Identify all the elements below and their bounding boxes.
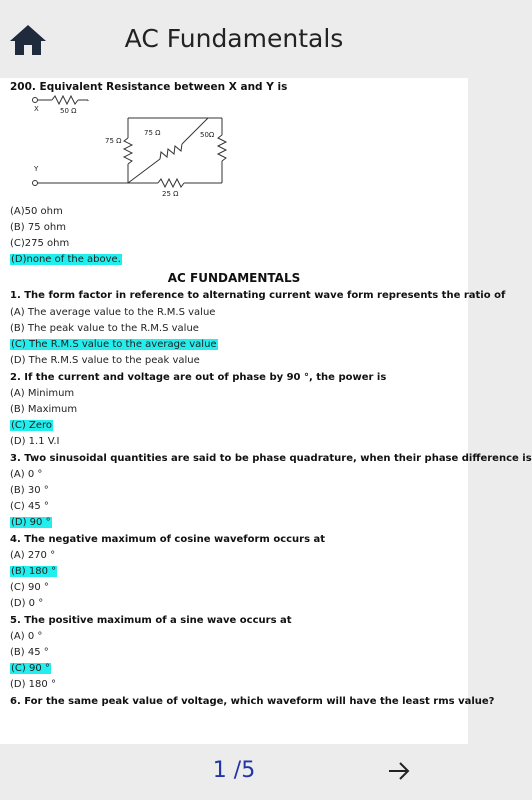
option-a[interactable]: (A) 0 ° — [10, 631, 43, 642]
resistor-label-2: 75 Ω — [105, 137, 122, 145]
terminal-y-label: Y — [34, 165, 39, 173]
option-b[interactable]: (B) 75 ohm — [10, 222, 66, 233]
option-a[interactable]: (A) The average value to the R.M.S value — [10, 307, 216, 318]
question-text: 6. For the same peak value of voltage, which waveform will have the least rms value? — [10, 696, 495, 707]
question-content[interactable] — [0, 78, 532, 744]
option-b[interactable]: (B) 45 ° — [10, 647, 49, 658]
option-b[interactable]: (B) Maximum — [10, 404, 78, 415]
app-header — [0, 0, 468, 78]
option-d[interactable]: (D) 180 ° — [10, 679, 56, 690]
option-d[interactable]: (D) 0 ° — [10, 598, 44, 609]
option-b[interactable]: (B) The peak value to the R.M.S value — [10, 323, 199, 334]
option-c-correct[interactable]: (C) Zero — [11, 420, 52, 431]
resistor-label-4: 50Ω — [200, 131, 215, 139]
question-text: 2. If the current and voltage are out of phase by 90 °, the power is — [10, 372, 387, 383]
question-text: 200. Equivalent Resistance between X and Y is — [10, 81, 288, 93]
option-d-correct[interactable]: (D)none of the above. — [11, 254, 121, 265]
page-title: AC Fundamentals — [124, 24, 344, 53]
arrow-right-icon[interactable] — [386, 758, 412, 784]
question-text: 3. Two sinusoidal quantities are said to be phase quadrature, when their phase difference is — [10, 453, 532, 464]
option-c-correct[interactable]: (C) 90 ° — [11, 663, 50, 674]
resistor-label-1: 50 Ω — [60, 107, 77, 115]
option-a[interactable]: (A)50 ohm — [10, 206, 63, 217]
resistor-label-3: 75 Ω — [144, 129, 161, 137]
page-indicator: 1 /5 — [212, 758, 256, 783]
pagination-bar — [0, 744, 468, 800]
terminal-x-label: X — [34, 105, 39, 113]
option-d[interactable]: (D) The R.M.S value to the peak value — [10, 355, 200, 366]
option-a[interactable]: (A) Minimum — [10, 388, 75, 399]
option-c[interactable]: (C) 45 ° — [10, 501, 49, 512]
question-text: 4. The negative maximum of cosine waveform occurs at — [10, 534, 326, 545]
question-text: 1. The form factor in reference to alternating current wave form represents the ratio of — [10, 290, 506, 301]
option-b[interactable]: (B) 30 ° — [10, 485, 49, 496]
circuit-diagram — [10, 93, 241, 201]
option-a[interactable]: (A) 0 ° — [10, 469, 43, 480]
option-d[interactable]: (D) 1.1 V.I — [10, 436, 60, 447]
question-text: 5. The positive maximum of a sine wave occurs at — [10, 615, 292, 626]
resistor-label-5: 25 Ω — [162, 190, 179, 198]
option-d-correct[interactable]: (D) 90 ° — [11, 517, 51, 528]
option-a[interactable]: (A) 270 ° — [10, 550, 56, 561]
option-c[interactable]: (C)275 ohm — [10, 238, 70, 249]
option-c-correct[interactable]: (C) The R.M.S value to the average value — [11, 339, 217, 350]
option-b-correct[interactable]: (B) 180 ° — [11, 566, 57, 577]
section-title: AC FUNDAMENTALS — [167, 271, 301, 285]
option-c[interactable]: (C) 90 ° — [10, 582, 49, 593]
